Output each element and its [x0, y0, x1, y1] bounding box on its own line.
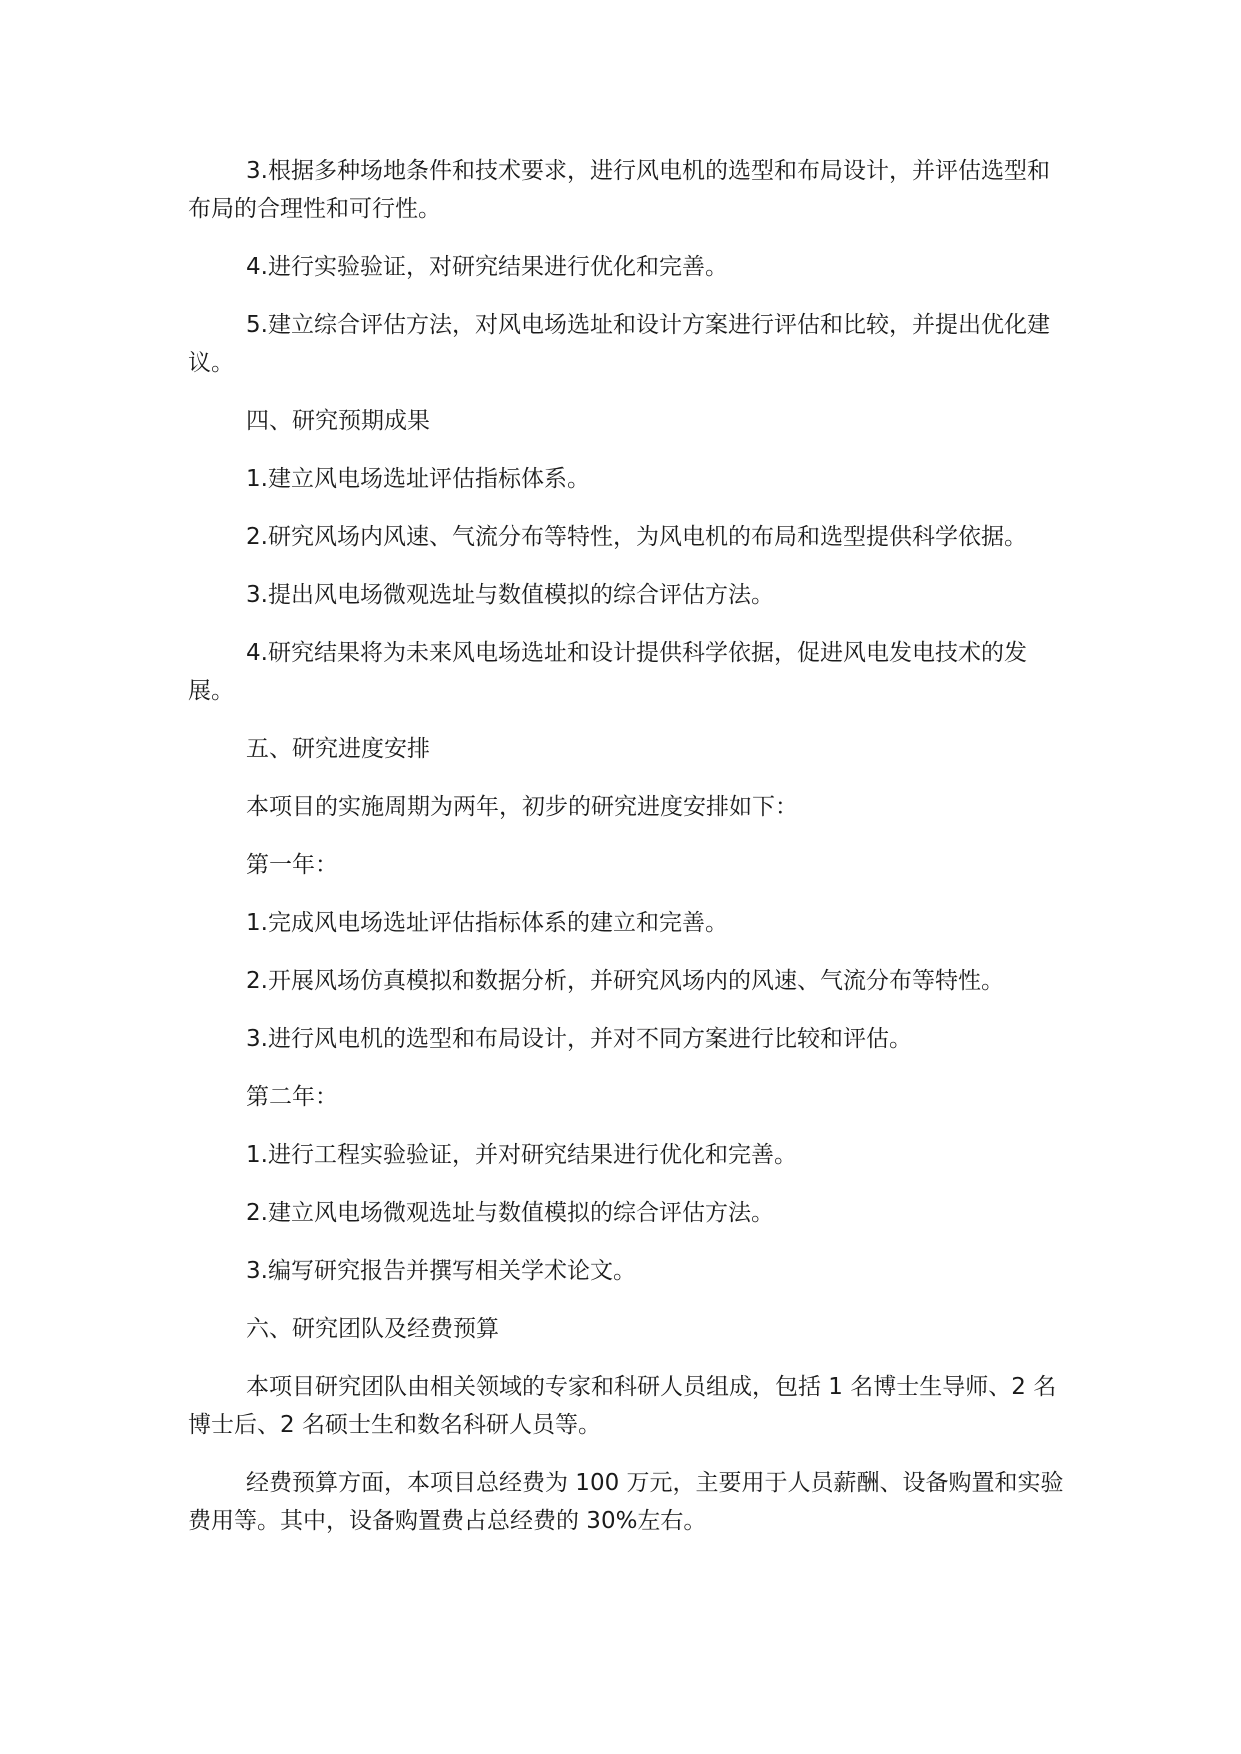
subheading-year-two: 第二年：: [246, 1084, 338, 1110]
paragraph-budget: 经费预算方面，本项目总经费为 100 万元，主要用于人员薪酬、设备购置和实验费用等。其中，设备购置费占总经费的 30%左右。: [188, 1470, 1064, 1534]
section-heading-team-budget: 六、研究团队及经费预算: [246, 1316, 499, 1342]
paragraph-item-3-selection: 3.根据多种场地条件和技术要求，进行风电机的选型和布局设计，并评估选型和布局的合理性和可行性。: [188, 158, 1050, 222]
document-body: [188, 152, 1068, 1560]
paragraph-year-two-3: 3.编写研究报告并撰写相关学术论文。: [246, 1258, 636, 1284]
subheading-year-one: 第一年：: [246, 852, 338, 878]
paragraph-result-2: 2.研究风场内风速、气流分布等特性，为风电机的布局和选型提供科学依据。: [246, 524, 1027, 550]
paragraph-year-one-2: 2.开展风场仿真模拟和数据分析，并研究风场内的风速、气流分布等特性。: [246, 968, 1004, 994]
paragraph-item-4-validation: 4.进行实验验证，对研究结果进行优化和完善。: [246, 254, 728, 280]
section-heading-expected-results: 四、研究预期成果: [246, 408, 430, 434]
paragraph-item-5-evaluation: 5.建立综合评估方法，对风电场选址和设计方案进行评估和比较，并提出优化建议。: [188, 312, 1050, 376]
paragraph-team: 本项目研究团队由相关领域的专家和科研人员组成，包括 1 名博士生导师、2 名博士后、2 名硕士生和数名科研人员等。: [188, 1374, 1057, 1438]
paragraph-year-two-2: 2.建立风电场微观选址与数值模拟的综合评估方法。: [246, 1200, 774, 1226]
paragraph-result-1: 1.建立风电场选址评估指标体系。: [246, 466, 590, 492]
paragraph-result-4: 4.研究结果将为未来风电场选址和设计提供科学依据，促进风电发电技术的发展。: [188, 640, 1027, 704]
section-heading-schedule: 五、研究进度安排: [246, 736, 430, 762]
paragraph-year-one-3: 3.进行风电机的选型和布局设计，并对不同方案进行比较和评估。: [246, 1026, 912, 1052]
paragraph-schedule-intro: 本项目的实施周期为两年，初步的研究进度安排如下：: [246, 794, 798, 820]
paragraph-year-two-1: 1.进行工程实验验证，并对研究结果进行优化和完善。: [246, 1142, 797, 1168]
paragraph-result-3: 3.提出风电场微观选址与数值模拟的综合评估方法。: [246, 582, 774, 608]
paragraph-year-one-1: 1.完成风电场选址评估指标体系的建立和完善。: [246, 910, 728, 936]
